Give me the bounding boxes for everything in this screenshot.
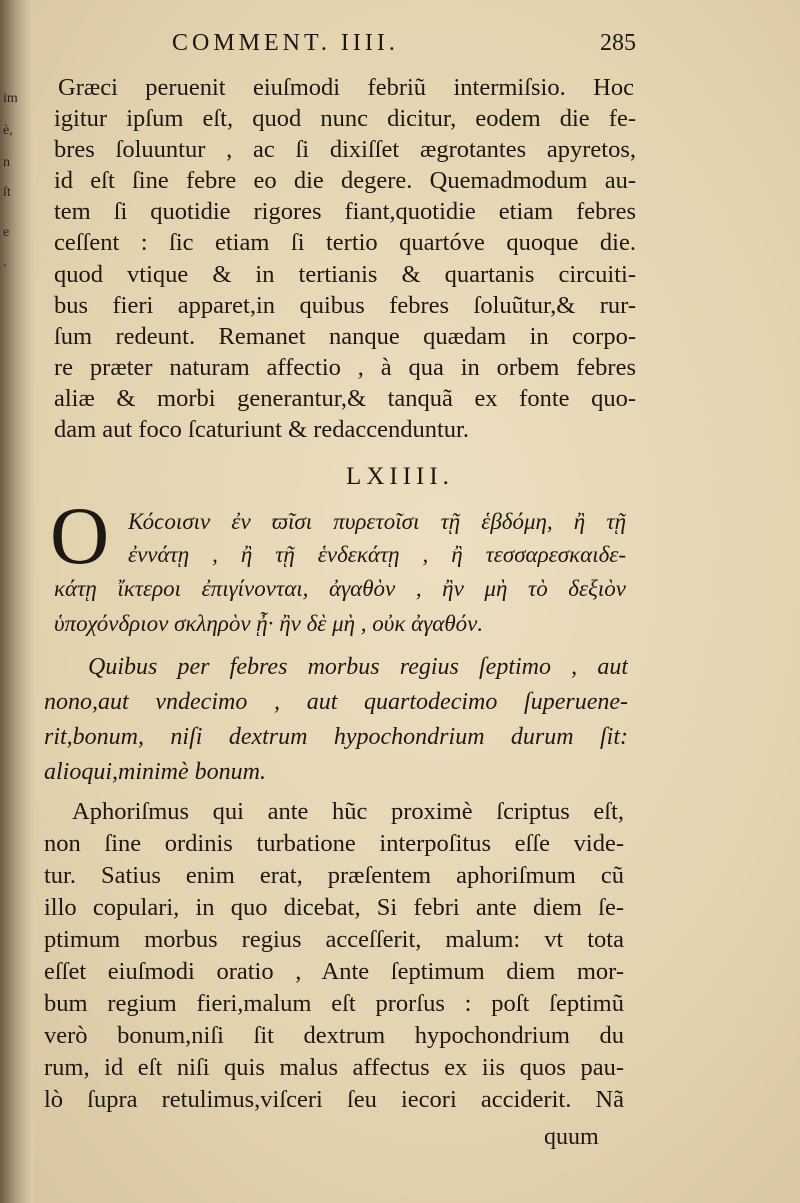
text-line: lò ſupra retulimus,viſceri ſeu iecori acciderit. Nã	[44, 1086, 624, 1113]
margin-mark: n	[3, 155, 10, 170]
text-line: eſſet eiuſmodi oratio , Ante ſeptimum diem mor-	[44, 958, 624, 985]
text-line: Aphoriſmus qui ante hũc proximè ſcriptus eſt,	[72, 798, 624, 825]
text-line: illo copulari, in quo dicebat, Si febri ante diem ſe-	[44, 894, 624, 921]
text-line: Græci peruenit eiuſmodi febriũ intermiſsio. Hoc	[58, 74, 634, 101]
page-header	[0, 30, 800, 64]
text-line: bres ſoluuntur , ac ſi dixiſſet ægrotantes apyretos,	[54, 136, 636, 163]
margin-mark: im	[3, 91, 18, 106]
greek-line: Κόϲοισιν ἐν ϖῖσι πυρετοῖσι τῇ ἑβδόμη, ἢ τῇ	[128, 509, 626, 534]
translation-line: Quibus per febres morbus regius ſeptimo , aut	[88, 654, 628, 680]
text-line: verò bonum,niſi ſit dextrum hypochondrium du	[44, 1022, 624, 1049]
aphorism-number: LXIIII.	[346, 463, 454, 490]
margin-mark: e	[3, 225, 10, 240]
greek-line: ἐννάτῃ , ἢ τῇ ἑνδεκάτῃ , ἢ τεσσαρεσκαιδε-	[128, 542, 626, 567]
text-line: quod vtique & in tertianis & quartanis circuiti-	[54, 261, 636, 288]
text-line: ptimum morbus regius acceſſerit, malum: vt tota	[44, 926, 624, 953]
margin-mark: .	[3, 255, 7, 270]
page-number: 285	[600, 30, 636, 56]
text-line: bus fieri apparet,in quibus febres ſoluũtur,& rur-	[54, 292, 636, 319]
text-line: non ſine ordinis turbatione interpoſitus eſſe vide-	[44, 830, 624, 857]
text-line: ſum redeunt. Remanet nanque quædam in corpo-	[54, 323, 636, 350]
greek-line: κάτῃ ἴκτεροι ἐπιγίνονται, ἀγαθὸν , ἢν μὴ τὸ δεξιὸν	[54, 576, 626, 601]
catchword: quum	[544, 1124, 599, 1150]
drop-initial: O	[50, 490, 110, 581]
running-title: COMMENT. IIII.	[172, 30, 399, 56]
text-line: tur. Satius enim erat, præſentem aphoriſmum cũ	[44, 862, 624, 889]
text-line: tem ſi quotidie rigores fiant,quotidie etiam febres	[54, 198, 636, 225]
text-line: ceſſent : ſic etiam ſi tertio quartóve quoque die.	[54, 229, 636, 256]
greek-line: ὑποχόνδριον σκληρὸν ᾖ· ἢν δὲ μὴ , οὐκ ἀγαθόν.	[54, 611, 484, 636]
text-line: rum, id eſt niſi quis malus affectus ex iis quos pau-	[44, 1054, 624, 1081]
margin-mark: è,	[3, 123, 13, 138]
binding-gutter	[0, 0, 34, 1203]
text-line: dam aut foco ſcaturiunt & redaccenduntur.	[54, 416, 469, 443]
text-line: igitur ipſum eſt, quod nunc dicitur, eodem die fe-	[54, 105, 636, 132]
text-line: re præter naturam affectio , à qua in orbem febres	[54, 354, 636, 381]
text-line: aliæ & morbi generantur,& tanquã ex fonte quo-	[54, 385, 636, 412]
margin-mark: ſt	[3, 185, 11, 200]
translation-line: nono,aut vndecimo , aut quartodecimo ſuperuene-	[44, 689, 628, 715]
translation-line: rit,bonum, niſi dextrum hypochondrium durum ſit:	[44, 724, 628, 750]
text-line: bum regium fieri,malum eſt prorſus : poſt ſeptimũ	[44, 990, 624, 1017]
translation-line: alioqui,minimè bonum.	[44, 759, 266, 785]
text-line: id eſt ſine febre eo die degere. Quemadmodum au-	[54, 167, 636, 194]
